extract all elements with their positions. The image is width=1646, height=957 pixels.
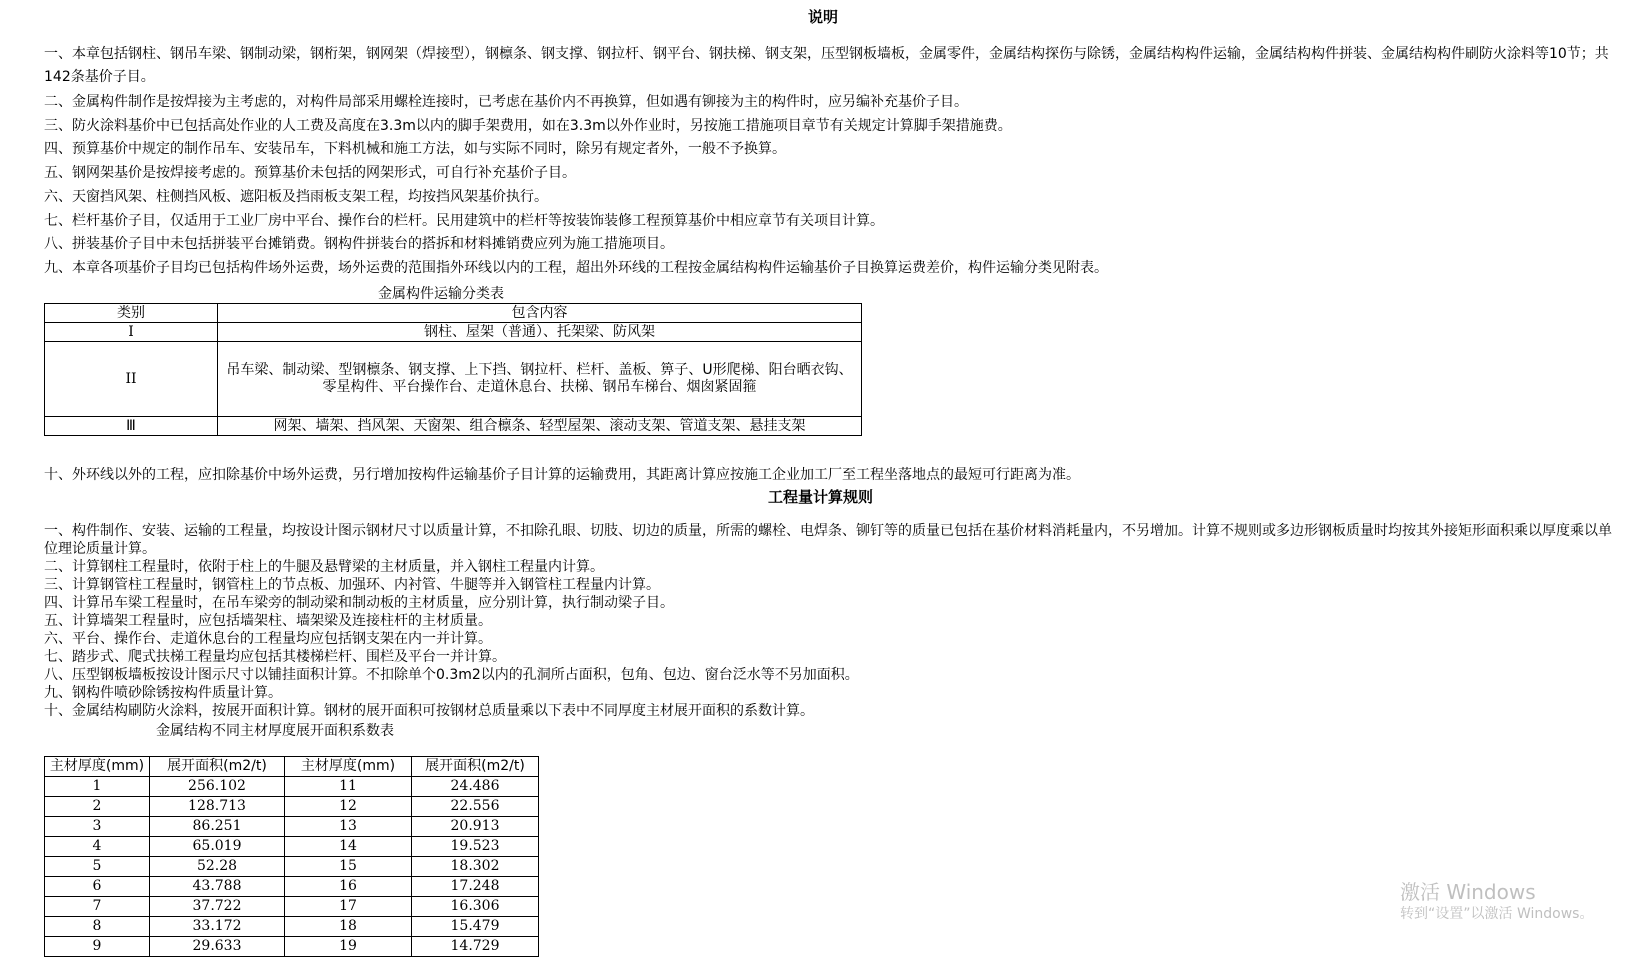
explanation-item-4: 四、预算基价中规定的制作吊车、安装吊车，下料机械和施工方法，如与实际不同时，除另有规定者外，一般不予换算。	[44, 141, 786, 157]
table-cell: 33.172	[150, 917, 285, 937]
table-cell: 9	[45, 937, 150, 957]
rule-item-9: 九、钢构件喷砂除锈按构件质量计算。	[44, 685, 282, 701]
content-cell: 吊车梁、制动梁、型钢檩条、钢支撑、上下挡、钢拉杆、栏杆、盖板、箅子、U形爬梯、阳台晒衣钩、零星构件、平台操作台、走道休息台、扶梯、钢吊车梯台、烟囱紧固箍	[218, 342, 862, 417]
table-row	[45, 837, 539, 857]
table-row	[45, 417, 862, 436]
explanation-item-2: 二、金属构件制作是按焊接为主考虑的，对构件局部采用螺栓连接时，已考虑在基价内不再换算，但如遇有铆接为主的构件时，应另编补充基价子目。	[44, 94, 968, 110]
table-cell: 18.302	[412, 857, 539, 877]
explanation-item-6: 六、天窗挡风架、柱侧挡风板、遮阳板及挡雨板支架工程，均按挡风架基价执行。	[44, 189, 548, 205]
explanation-item-1: 一、本章包括钢柱、钢吊车梁、钢制动梁，钢桁架，钢网架（焊接型），钢檩条、钢支撑、钢拉杆、钢平台、钢扶梯、钢支架，压型钢板墙板，金属零件，金属结构探伤与除锈，金属结构构件运输，金属结构构件拼装、金属结构构件刷防火涂料等10节；共142条基价子目。	[44, 46, 1609, 85]
table-header-cell: 展开面积(m2/t)	[150, 757, 285, 777]
table-cell: 15.479	[412, 917, 539, 937]
table-cell: 5	[45, 857, 150, 877]
table-row	[45, 323, 862, 342]
category-cell: I	[45, 323, 218, 342]
table-cell: 14	[285, 837, 412, 857]
table-cell: 16	[285, 877, 412, 897]
table-cell: 16.306	[412, 897, 539, 917]
table-cell: 24.486	[412, 777, 539, 797]
table-row	[45, 897, 539, 917]
table-row	[45, 857, 539, 877]
table-cell: 15	[285, 857, 412, 877]
table-header-row	[45, 304, 862, 323]
table-cell: 14.729	[412, 937, 539, 957]
explanation-item-10: 十、外环线以外的工程，应扣除基价中场外运费，另行增加按构件运输基价子目计算的运输费用，其距离计算应按施工企业加工厂至工程坐落地点的最短可行距离为准。	[44, 467, 1080, 483]
table-cell: 256.102	[150, 777, 285, 797]
table-cell: 52.28	[150, 857, 285, 877]
table-row	[45, 937, 539, 957]
table-header-cell: 主材厚度(mm)	[285, 757, 412, 777]
table-header-cell: 类别	[45, 304, 218, 323]
table-cell: 2	[45, 797, 150, 817]
table-row	[45, 877, 539, 897]
rule-item-2: 二、计算钢柱工程量时，依附于柱上的牛腿及悬臂梁的主材质量，并入钢柱工程量内计算。	[44, 559, 604, 575]
windows-activation-watermark-subtitle: 转到“设置”以激活 Windows。	[1400, 906, 1594, 922]
table-row	[45, 917, 539, 937]
table-cell: 7	[45, 897, 150, 917]
rule-item-10: 十、金属结构刷防火涂料，按展开面积计算。钢材的展开面积可按钢材总质量乘以下表中不同厚度主材展开面积的系数计算。	[44, 703, 814, 719]
rule-item-8: 八、压型钢板墙板按设计图示尺寸以铺挂面积计算。不扣除单个0.3m2以内的孔洞所占面积，包角、包边、窗台泛水等不另加面积。	[44, 667, 859, 683]
table-cell: 18	[285, 917, 412, 937]
table-header-row	[45, 757, 539, 777]
table-cell: 6	[45, 877, 150, 897]
table-row	[45, 777, 539, 797]
rule-item-1: 一、构件制作、安装、运输的工程量，均按设计图示钢材尺寸以质量计算，不扣除孔眼、切肢、切边的质量，所需的螺栓、电焊条、铆钉等的质量已包括在基价材料消耗量内，不另增加。计算不规则或多边形钢板质量时均按其外接矩形面积乘以厚度乘以单位理论质量计算。	[44, 523, 1612, 557]
table-cell: 1	[45, 777, 150, 797]
explanation-item-3: 三、防火涂料基价中已包括高处作业的人工费及高度在3.3m以内的脚手架费用，如在3.3m以外作业时，另按施工措施项目章节有关规定计算脚手架措施费。	[44, 118, 1012, 134]
table-cell: 19	[285, 937, 412, 957]
table-cell: 22.556	[412, 797, 539, 817]
table-header-cell: 展开面积(m2/t)	[412, 757, 539, 777]
explanation-item-7: 七、栏杆基价子目，仅适用于工业厂房中平台、操作台的栏杆。民用建筑中的栏杆等按装饰装修工程预算基价中相应章节有关项目计算。	[44, 213, 884, 229]
table-cell: 29.633	[150, 937, 285, 957]
table-header-cell: 包含内容	[218, 304, 862, 323]
explanation-item-8: 八、拼装基价子目中未包括拼装平台摊销费。钢构件拼装台的搭拆和材料摊销费应列为施工措施项目。	[44, 236, 674, 252]
table-cell: 12	[285, 797, 412, 817]
table-cell: 43.788	[150, 877, 285, 897]
table-cell: 4	[45, 837, 150, 857]
category-cell: II	[45, 342, 218, 417]
rule-item-6: 六、平台、操作台、走道休息台的工程量均应包括钢支架在内一并计算。	[44, 631, 492, 647]
category-cell: Ⅲ	[45, 417, 218, 436]
transport-classification-table	[44, 303, 862, 436]
table-cell: 20.913	[412, 817, 539, 837]
table-cell: 37.722	[150, 897, 285, 917]
table-cell: 11	[285, 777, 412, 797]
table-row	[45, 342, 862, 417]
page-title: 说明	[808, 8, 839, 26]
table-row	[45, 817, 539, 837]
content-cell: 网架、墙架、挡风架、天窗架、组合檩条、轻型屋架、滚动支架、管道支架、悬挂支架	[218, 417, 862, 436]
table-cell: 128.713	[150, 797, 285, 817]
explanation-item-5: 五、钢网架基价是按焊接考虑的。预算基价未包括的网架形式，可自行补充基价子目。	[44, 165, 576, 181]
table-cell: 13	[285, 817, 412, 837]
transport-table-caption: 金属构件运输分类表	[378, 286, 504, 302]
table-cell: 19.523	[412, 837, 539, 857]
rule-item-5: 五、计算墙架工程量时，应包括墙架柱、墙架梁及连接柱杆的主材质量。	[44, 613, 492, 629]
rules-title: 工程量计算规则	[768, 488, 874, 506]
table-header-cell: 主材厚度(mm)	[45, 757, 150, 777]
coefficient-table	[44, 756, 539, 957]
table-row	[45, 797, 539, 817]
explanation-item-9: 九、本章各项基价子目均已包括构件场外运费，场外运费的范围指外环线以内的工程，超出外环线的工程按金属结构构件运输基价子目换算运费差价，构件运输分类见附表。	[44, 260, 1108, 276]
rule-item-7: 七、踏步式、爬式扶梯工程量均应包括其楼梯栏杆、围栏及平台一并计算。	[44, 649, 506, 665]
table-cell: 8	[45, 917, 150, 937]
table-cell: 17.248	[412, 877, 539, 897]
rule-item-3: 三、计算钢管柱工程量时，钢管柱上的节点板、加强环、内衬管、牛腿等并入钢管柱工程量内计算。	[44, 577, 660, 593]
table-cell: 86.251	[150, 817, 285, 837]
table-cell: 3	[45, 817, 150, 837]
content-cell: 钢柱、屋架（普通）、托架梁、防风架	[218, 323, 862, 342]
table-cell: 17	[285, 897, 412, 917]
coef-table-caption: 金属结构不同主材厚度展开面积系数表	[156, 723, 394, 739]
windows-activation-watermark-title: 激活 Windows	[1400, 880, 1536, 904]
table-cell: 65.019	[150, 837, 285, 857]
rule-item-4: 四、计算吊车梁工程量时，在吊车梁旁的制动梁和制动板的主材质量，应分别计算，执行制动梁子目。	[44, 595, 674, 611]
